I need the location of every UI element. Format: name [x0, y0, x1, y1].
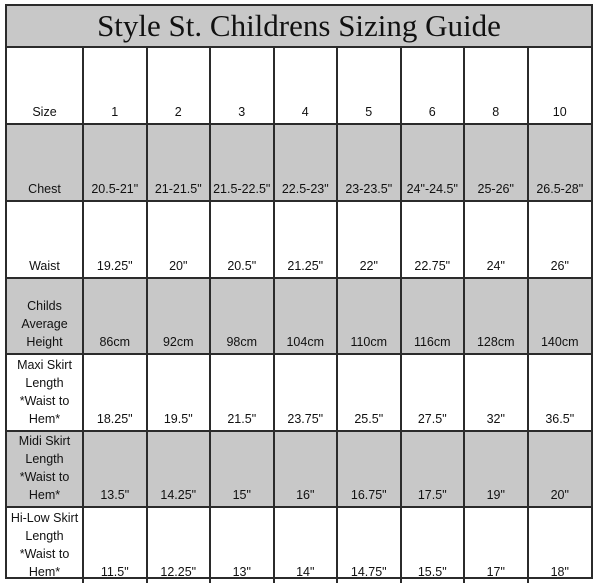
table-cell: 27.5" [401, 354, 465, 431]
row-label: Hi-Low Skirt Length *Waist to Hem* [7, 507, 83, 583]
table-cell: 25.5" [337, 354, 401, 431]
sizing-table [7, 48, 591, 583]
table-cell: 17" [464, 507, 528, 583]
table-cell: 17.5" [401, 431, 465, 507]
size-header-cell: 3 [210, 48, 274, 124]
table-row [7, 201, 591, 278]
table-cell: 140cm [528, 278, 592, 354]
table-cell: 23-23.5" [337, 124, 401, 201]
table-cell: 13" [210, 507, 274, 583]
table-cell: 18.25" [83, 354, 147, 431]
table-row [7, 278, 591, 354]
size-header-cell: 4 [274, 48, 338, 124]
table-cell: 14" [274, 507, 338, 583]
table-cell: 19" [464, 431, 528, 507]
size-header-label: Size [7, 48, 83, 124]
table-cell: 16.75" [337, 431, 401, 507]
table-cell: 22" [337, 201, 401, 278]
table-row [7, 431, 591, 507]
table-cell: 26.5-28" [528, 124, 592, 201]
table-cell: 36.5" [528, 354, 592, 431]
table-cell: 12.25" [147, 507, 211, 583]
table-cell: 15.5" [401, 507, 465, 583]
size-header-cell: 5 [337, 48, 401, 124]
table-cell: 110cm [337, 278, 401, 354]
table-cell: 25-26" [464, 124, 528, 201]
table-cell: 20.5" [210, 201, 274, 278]
table-cell: 128cm [464, 278, 528, 354]
size-header-cell: 6 [401, 48, 465, 124]
row-label: Midi Skirt Length *Waist to Hem* [7, 431, 83, 507]
table-cell: 86cm [83, 278, 147, 354]
table-cell: 116cm [401, 278, 465, 354]
table-cell: 26" [528, 201, 592, 278]
table-cell: 14.25" [147, 431, 211, 507]
table-cell: 98cm [210, 278, 274, 354]
row-label: Maxi Skirt Length *Waist to Hem* [7, 354, 83, 431]
size-header-cell: 2 [147, 48, 211, 124]
sizing-guide [5, 4, 593, 579]
table-cell: 21.5-22.5" [210, 124, 274, 201]
table-row [7, 354, 591, 431]
header-row [7, 48, 591, 124]
table-cell: 21.5" [210, 354, 274, 431]
table-cell: 20" [147, 201, 211, 278]
table-cell: 19.5" [147, 354, 211, 431]
table-cell: 32" [464, 354, 528, 431]
table-cell: 15" [210, 431, 274, 507]
table-cell: 18" [528, 507, 592, 583]
table-cell: 20.5-21" [83, 124, 147, 201]
page-title: Style St. Childrens Sizing Guide [7, 6, 591, 48]
size-header-cell: 1 [83, 48, 147, 124]
table-cell: 24"-24.5" [401, 124, 465, 201]
table-cell: 24" [464, 201, 528, 278]
size-header-cell: 10 [528, 48, 592, 124]
table-cell: 11.5" [83, 507, 147, 583]
table-cell: 104cm [274, 278, 338, 354]
table-cell: 14.75" [337, 507, 401, 583]
table-cell: 21.25" [274, 201, 338, 278]
table-cell: 19.25" [83, 201, 147, 278]
table-cell: 23.75" [274, 354, 338, 431]
table-row [7, 124, 591, 201]
size-header-cell: 8 [464, 48, 528, 124]
row-label: Waist [7, 201, 83, 278]
table-cell: 16" [274, 431, 338, 507]
table-row [7, 507, 591, 583]
row-label: Chest [7, 124, 83, 201]
table-cell: 20" [528, 431, 592, 507]
table-cell: 22.5-23" [274, 124, 338, 201]
table-cell: 92cm [147, 278, 211, 354]
table-cell: 13.5" [83, 431, 147, 507]
table-cell: 21-21.5" [147, 124, 211, 201]
row-label: Childs Average Height [7, 278, 83, 354]
table-cell: 22.75" [401, 201, 465, 278]
